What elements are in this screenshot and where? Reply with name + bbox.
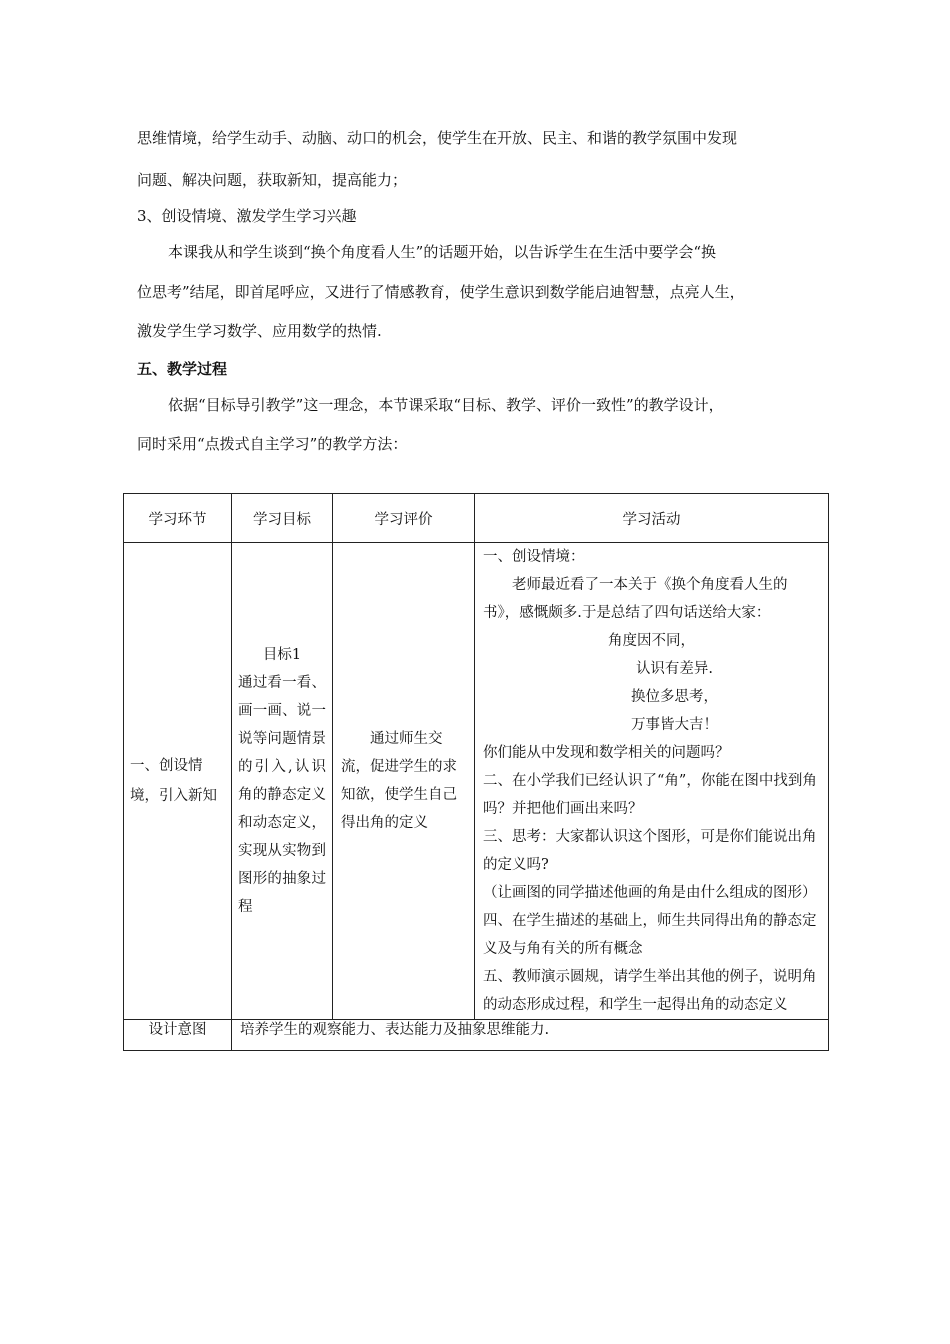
activity-cell <box>475 543 829 1020</box>
activity-line: 二、在小学我们已经认识了“角”，你能在图中找到角吗？并把他们画出来吗？ <box>483 773 817 817</box>
activity-line: 一、创设情境： <box>483 549 585 565</box>
goal-text: 通过看一看、画一画、说一说等问题情景的引入,认识角的静态定义和动态定义，实现从实物到图形的抽象过程 <box>238 675 326 915</box>
design-intent-text: 培养学生的观察能力、表达能力及抽象思维能力. <box>232 1020 829 1051</box>
goal-cell <box>232 543 333 1020</box>
evaluation-text: 通过师生交流，促进学生的求知欲，使学生自己得出角的定义 <box>341 731 457 831</box>
activity-line: 五、教师演示圆规，请学生举出其他的例子，说明角的动态形成过程，和学生一起得出角的动态定义 <box>483 969 817 1013</box>
goal-title: 目标1 <box>262 647 302 663</box>
evaluation-cell <box>333 543 475 1020</box>
header-activity: 学习活动 <box>475 494 829 543</box>
table-header-row <box>124 494 829 543</box>
header-goal: 学习目标 <box>232 494 333 543</box>
item-3-title: 3、创设情境、激发学生学习兴趣 <box>137 207 357 225</box>
poem-line: 万事皆大吉！ <box>631 717 718 733</box>
activity-line: 三、思考：大家都认识这个图形，可是你们能说出角的定义吗? <box>483 829 817 873</box>
poem-line: 换位多思考， <box>631 689 718 705</box>
stage-cell: 一、创设情境，引入新知 <box>124 543 232 1020</box>
table-row <box>124 543 829 1020</box>
activity-line: 老师最近看了一本关于《换个角度看人生的书》，感慨颇多.于是总结了四句话送给大家： <box>483 577 788 621</box>
section-heading: 五、教学过程 <box>137 360 228 378</box>
paragraph-line: 依据“目标导引教学”这一理念，本节课采取“目标、教学、评价一致性”的教学设计， <box>168 396 724 414</box>
header-stage: 学习环节 <box>124 494 232 543</box>
activity-line: 四、在学生描述的基础上，师生共同得出角的静态定义及与角有关的所有概念 <box>483 913 817 957</box>
teaching-process-table <box>123 493 829 1051</box>
poem-line: 认识有差异. <box>635 661 714 677</box>
activity-line: （让画图的同学描述他画的角是由什么组成的图形） <box>483 885 817 901</box>
activity-line: 你们能从中发现和数学相关的问题吗？ <box>483 745 730 761</box>
poem-line: 角度因不同， <box>608 633 695 649</box>
paragraph-line: 同时采用“点拨式自主学习”的教学方法： <box>137 435 408 453</box>
paragraph-line: 本课我从和学生谈到“换个角度看人生”的话题开始，以告诉学生在生活中要学会“换 <box>168 243 717 261</box>
paragraph-line: 位思考”结尾，即首尾呼应，又进行了情感教育，使学生意识到数学能启迪智慧，点亮人生， <box>137 283 745 301</box>
header-evaluation: 学习评价 <box>333 494 475 543</box>
design-intent-row <box>124 1020 829 1051</box>
paragraph-line: 激发学生学习数学、应用数学的热情. <box>137 322 382 340</box>
paragraph-line: 思维情境，给学生动手、动脑、动口的机会，使学生在开放、民主、和谐的教学氛围中发现 <box>137 129 738 147</box>
paragraph-line: 问题、解决问题，获取新知，提高能力； <box>137 171 408 189</box>
design-intent-label: 设计意图 <box>124 1020 232 1051</box>
